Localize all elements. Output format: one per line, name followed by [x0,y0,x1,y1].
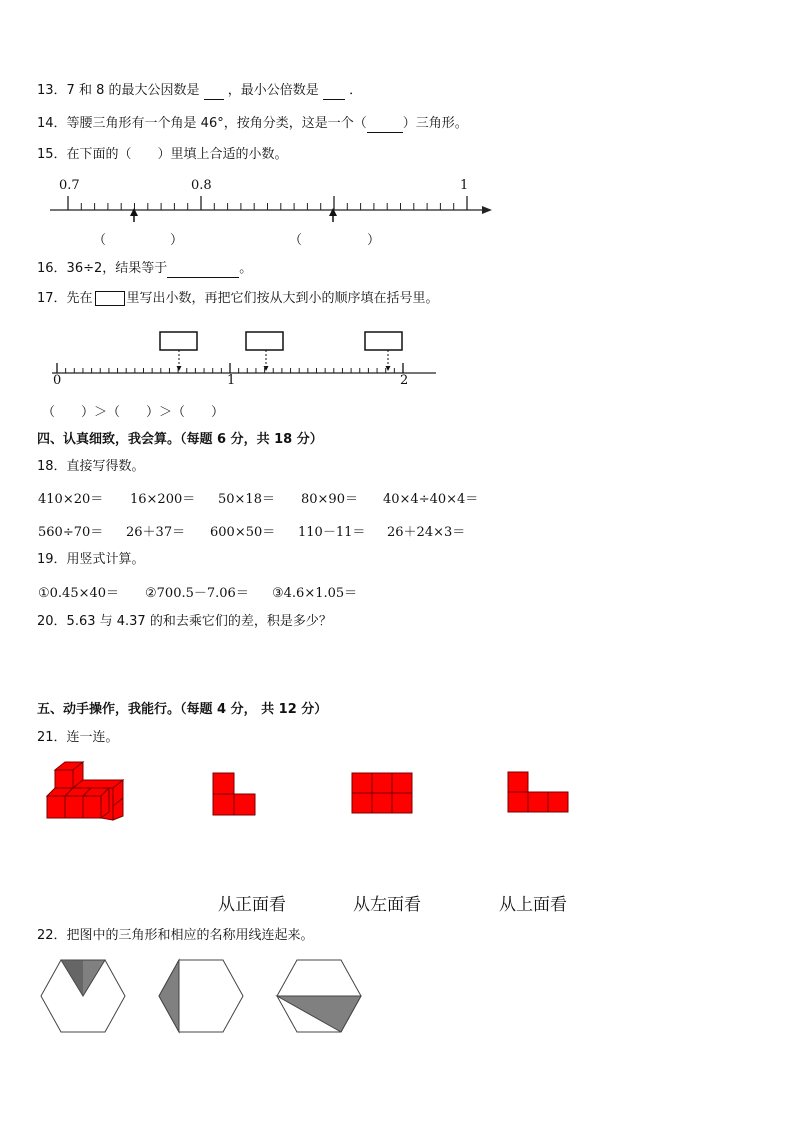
calc-item: 110－11＝ [298,525,366,540]
view-label-front: 从正面看 [218,895,286,915]
question-13: 13．7 和 8 的最大公因数是 ，最小公倍数是 ． [37,83,363,98]
calc-item: 410×20＝ [38,492,104,507]
number-line-label: 1 [227,373,236,388]
question-15: 15．在下面的（ ）里填上合适的小数。 [37,147,288,162]
question-16: 16．36÷2，结果等于 。 [37,261,253,276]
calc-item: 560÷70＝ [38,525,104,540]
number-line-label: 0 [53,373,62,388]
calc-item: 40×4÷40×4＝ [383,492,479,507]
section-4-title: 四、认真细致，我会算。（每题 6 分，共 18 分） [37,432,323,447]
question-18: 18．直接写得数。 [37,459,145,474]
number-line-label: 1 [460,178,469,193]
question-14: 14．等腰三角形有一个角是 46°，按角分类，这是一个（ ）三角形。 [37,116,468,131]
hexagon-shaded-top [39,958,129,1036]
answer-paren[interactable]: （ [93,233,107,248]
calc-item: ③4.6×1.05＝ [272,586,358,601]
calc-item: ②700.5－7.06＝ [145,586,249,601]
calc-item: 16×200＝ [130,492,196,507]
answer-paren[interactable]: ） [170,233,184,248]
number-line-17 [0,330,794,390]
section-5-title: 五、动手操作，我能行。（每题 4 分， 共 12 分） [37,702,328,717]
number-line-label: 2 [400,373,409,388]
answer-paren[interactable]: （ [289,233,303,248]
view-shape-c [507,771,571,816]
calc-item: 26＋24×3＝ [387,525,466,540]
view-label-top: 从上面看 [499,895,567,915]
question-22: 22．把图中的三角形和相应的名称用线连起来。 [37,928,314,943]
calc-item: 80×90＝ [301,492,358,507]
empty-box-icon [95,291,125,306]
answer-blank[interactable] [323,99,345,100]
cube-stack-3d [45,760,135,830]
question-19: 19．用竖式计算。 [37,552,145,567]
question-21: 21．连一连。 [37,730,119,745]
hexagon-shaded-left [157,958,247,1036]
answer-paren[interactable]: ） [367,233,381,248]
calc-item: 600×50＝ [210,525,276,540]
calc-item: 50×18＝ [218,492,275,507]
hexagon-shaded-right [275,958,365,1036]
number-line-15 [0,190,794,230]
view-label-left: 从左面看 [353,895,421,915]
question-20: 20．5.63 与 4.37 的和去乘它们的差，积是多少？ [37,614,332,629]
answer-blank[interactable] [167,277,239,278]
answer-blank[interactable] [204,99,224,100]
number-line-label: 0.7 [59,178,80,193]
order-parens[interactable]: （ ）＞（ ）＞（ ） [42,405,225,420]
calc-item: ①0.45×40＝ [38,586,120,601]
view-shape-a [212,772,257,817]
number-line-label: 0.8 [191,178,212,193]
calc-item: 26＋37＝ [126,525,186,540]
question-17: 17．先在 里写出小数，再把它们按从大到小的顺序填在括号里。 [37,291,439,306]
answer-blank[interactable] [367,132,403,133]
view-shape-b [351,772,415,817]
